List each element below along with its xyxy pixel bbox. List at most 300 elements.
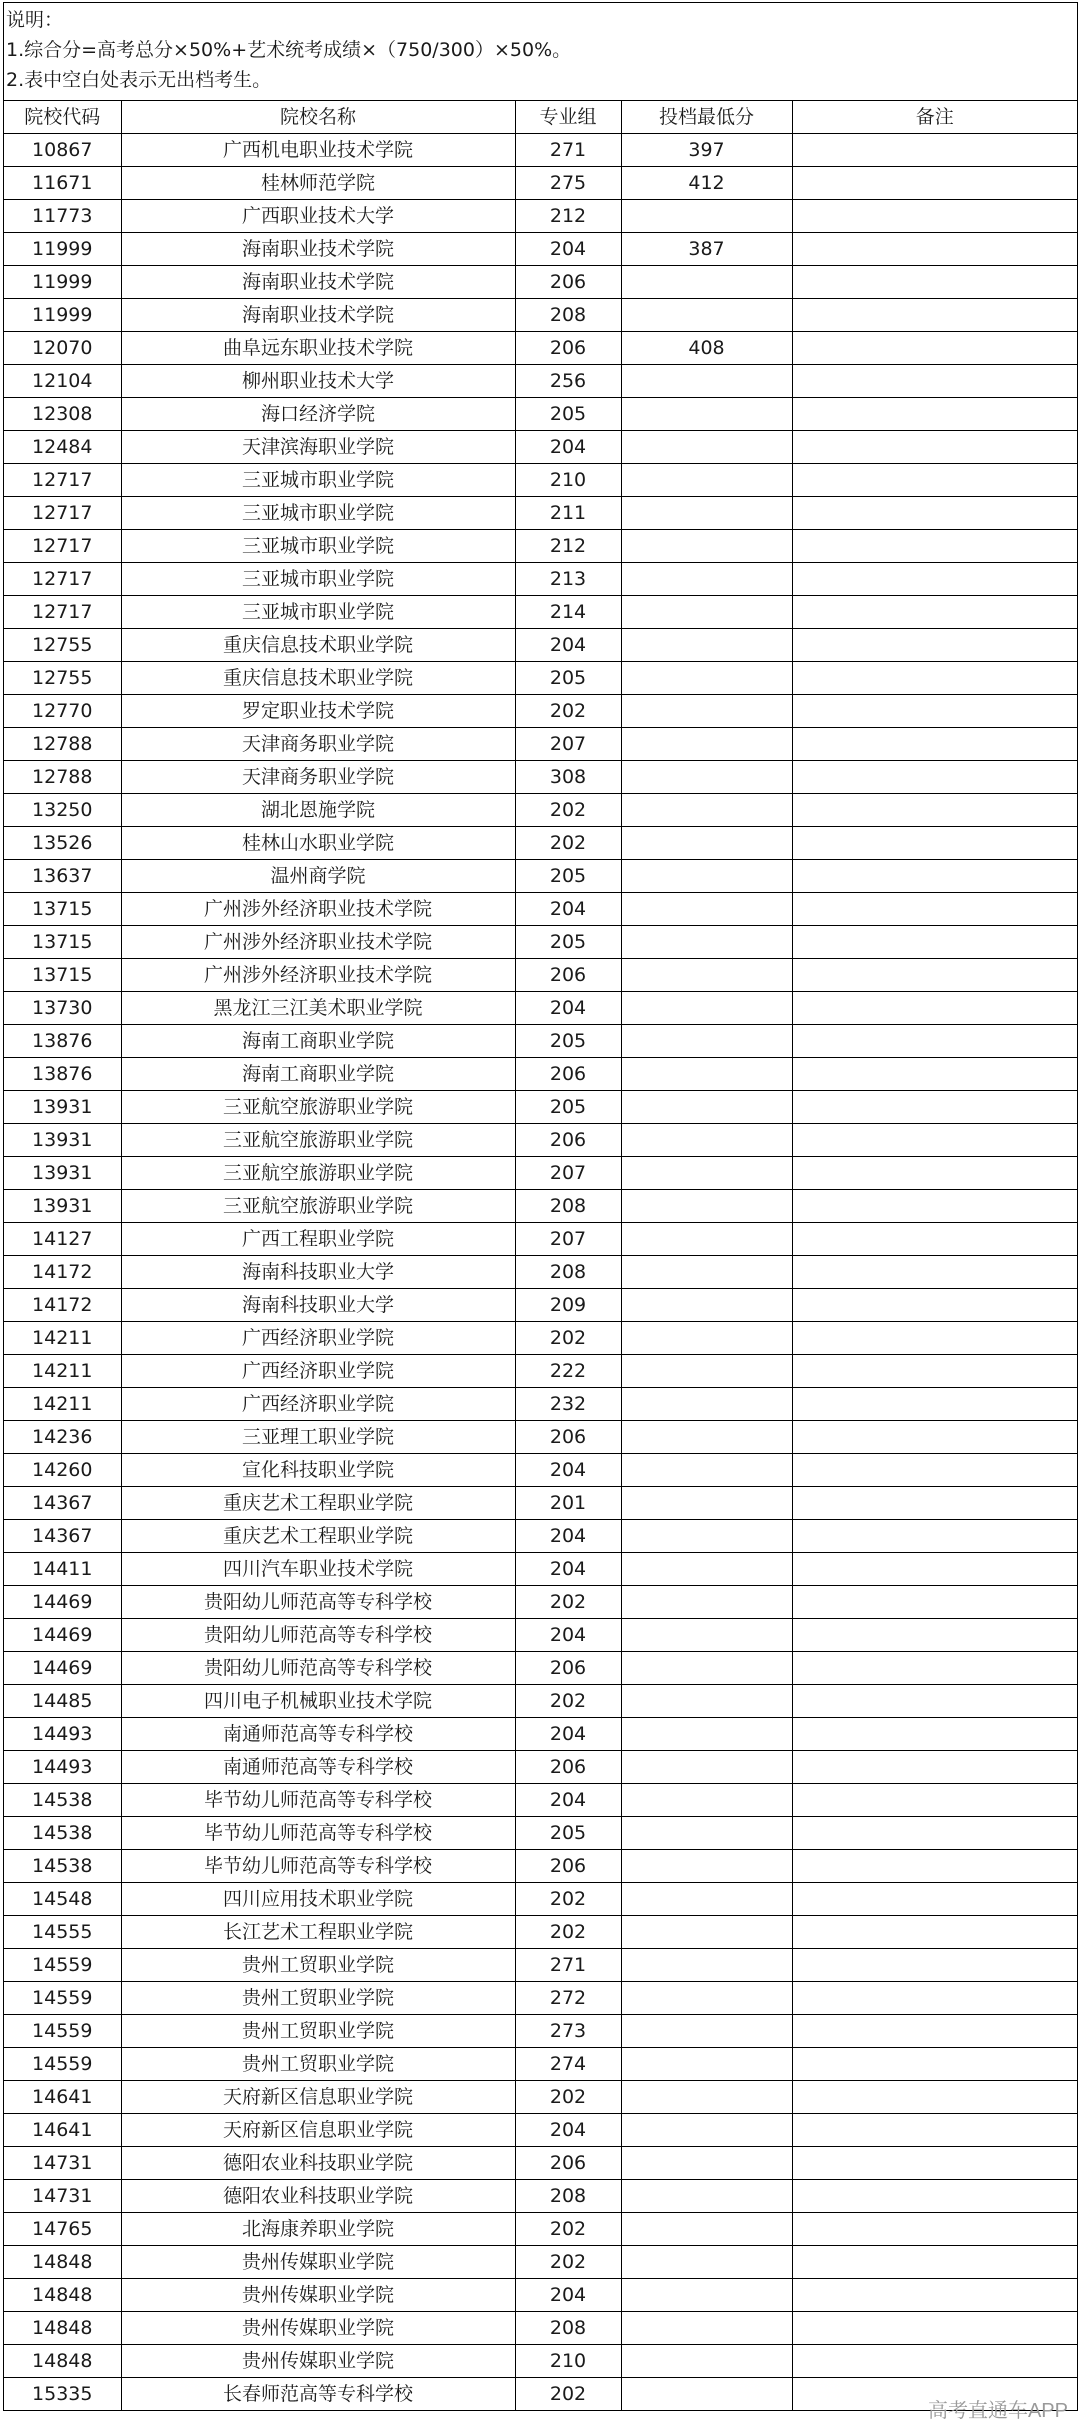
cell-major-group: 202	[515, 2213, 621, 2246]
cell-school-code: 14127	[4, 1223, 121, 1256]
table-row	[4, 1916, 1077, 1949]
table-row	[4, 1190, 1077, 1223]
cell-major-group: 212	[515, 530, 621, 563]
cell-school-name: 贵州传媒职业学院	[121, 2345, 515, 2378]
cell-school-name: 温州商学院	[121, 860, 515, 893]
cell-major-group: 205	[515, 860, 621, 893]
cell-school-code: 13730	[4, 992, 121, 1025]
cell-school-code: 13931	[4, 1124, 121, 1157]
cell-school-name: 天津商务职业学院	[121, 761, 515, 794]
table-row	[4, 1421, 1077, 1454]
cell-major-group: 308	[515, 761, 621, 794]
table-row	[4, 1784, 1077, 1817]
cell-min-score: 408	[621, 332, 792, 365]
cell-min-score	[621, 629, 792, 662]
cell-school-name: 广州涉外经济职业技术学院	[121, 959, 515, 992]
cell-school-code: 14367	[4, 1520, 121, 1553]
cell-major-group: 274	[515, 2048, 621, 2081]
cell-min-score	[621, 1982, 792, 2015]
cell-min-score	[621, 299, 792, 332]
table-row	[4, 431, 1077, 464]
cell-remarks	[792, 2345, 1077, 2378]
notes-heading: 说明：	[6, 9, 64, 31]
table-body	[4, 134, 1077, 2411]
table-row	[4, 1487, 1077, 1520]
cell-school-code: 14493	[4, 1718, 121, 1751]
cell-min-score	[621, 2015, 792, 2048]
cell-min-score	[621, 992, 792, 1025]
cell-min-score	[621, 266, 792, 299]
cell-major-group: 205	[515, 926, 621, 959]
cell-school-code: 12308	[4, 398, 121, 431]
table-row	[4, 464, 1077, 497]
cell-school-name: 德阳农业科技职业学院	[121, 2147, 515, 2180]
cell-major-group: 204	[515, 1718, 621, 1751]
cell-min-score	[621, 2048, 792, 2081]
table-row	[4, 497, 1077, 530]
cell-remarks	[792, 233, 1077, 266]
cell-school-name: 毕节幼儿师范高等专科学校	[121, 1784, 515, 1817]
cell-remarks	[792, 200, 1077, 233]
cell-min-score	[621, 563, 792, 596]
cell-school-code: 11773	[4, 200, 121, 233]
cell-school-code: 11999	[4, 266, 121, 299]
table-row	[4, 1553, 1077, 1586]
cell-major-group: 202	[515, 1883, 621, 1916]
cell-remarks	[792, 1322, 1077, 1355]
cell-remarks	[792, 728, 1077, 761]
cell-remarks	[792, 398, 1077, 431]
cell-remarks	[792, 1982, 1077, 2015]
cell-min-score	[621, 1190, 792, 1223]
cell-remarks	[792, 2015, 1077, 2048]
cell-school-name: 贵州传媒职业学院	[121, 2246, 515, 2279]
cell-school-name: 广西职业技术大学	[121, 200, 515, 233]
cell-remarks	[792, 1157, 1077, 1190]
cell-major-group: 208	[515, 2180, 621, 2213]
table-row	[4, 1751, 1077, 1784]
table-row	[4, 992, 1077, 1025]
cell-min-score	[621, 893, 792, 926]
cell-remarks	[792, 2081, 1077, 2114]
table-row	[4, 1949, 1077, 1982]
cell-min-score	[621, 1355, 792, 1388]
table-row	[4, 1652, 1077, 1685]
cell-school-name: 贵州传媒职业学院	[121, 2279, 515, 2312]
cell-school-name: 贵州传媒职业学院	[121, 2312, 515, 2345]
table-row	[4, 1256, 1077, 1289]
cell-remarks	[792, 1256, 1077, 1289]
cell-school-code: 14469	[4, 1586, 121, 1619]
cell-min-score	[621, 1487, 792, 1520]
admission-sheet	[3, 2, 1078, 2411]
table-row	[4, 1454, 1077, 1487]
table-row	[4, 1388, 1077, 1421]
cell-school-name: 重庆信息技术职业学院	[121, 662, 515, 695]
cell-major-group: 204	[515, 1553, 621, 1586]
cell-min-score	[621, 2345, 792, 2378]
cell-min-score: 412	[621, 167, 792, 200]
cell-major-group: 202	[515, 1916, 621, 1949]
cell-school-code: 14731	[4, 2180, 121, 2213]
cell-major-group: 275	[515, 167, 621, 200]
cell-major-group: 202	[515, 1322, 621, 1355]
header-school-code: 院校代码	[4, 101, 121, 134]
cell-school-name: 三亚城市职业学院	[121, 563, 515, 596]
cell-major-group: 202	[515, 794, 621, 827]
cell-remarks	[792, 1124, 1077, 1157]
cell-major-group: 272	[515, 1982, 621, 2015]
table-row	[4, 2312, 1077, 2345]
cell-school-name: 天府新区信息职业学院	[121, 2081, 515, 2114]
cell-remarks	[792, 1520, 1077, 1553]
cell-school-code: 12104	[4, 365, 121, 398]
table-row	[4, 629, 1077, 662]
cell-school-code: 14731	[4, 2147, 121, 2180]
cell-remarks	[792, 959, 1077, 992]
cell-school-name: 罗定职业技术学院	[121, 695, 515, 728]
table-row	[4, 332, 1077, 365]
table-row	[4, 2114, 1077, 2147]
cell-min-score	[621, 2378, 792, 2411]
cell-school-code: 13637	[4, 860, 121, 893]
cell-remarks	[792, 662, 1077, 695]
cell-remarks	[792, 2279, 1077, 2312]
cell-school-code: 14848	[4, 2246, 121, 2279]
cell-school-code: 12070	[4, 332, 121, 365]
cell-school-name: 湖北恩施学院	[121, 794, 515, 827]
cell-school-name: 广西经济职业学院	[121, 1388, 515, 1421]
cell-remarks	[792, 2048, 1077, 2081]
cell-school-name: 海南职业技术学院	[121, 299, 515, 332]
cell-major-group: 206	[515, 1652, 621, 1685]
cell-remarks	[792, 1586, 1077, 1619]
cell-remarks	[792, 266, 1077, 299]
cell-min-score	[621, 1784, 792, 1817]
table-row	[4, 233, 1077, 266]
cell-major-group: 271	[515, 134, 621, 167]
cell-remarks	[792, 629, 1077, 662]
cell-major-group: 202	[515, 1586, 621, 1619]
cell-remarks	[792, 992, 1077, 1025]
cell-min-score	[621, 2147, 792, 2180]
cell-major-group: 212	[515, 200, 621, 233]
cell-remarks	[792, 530, 1077, 563]
cell-min-score	[621, 2114, 792, 2147]
cell-major-group: 210	[515, 2345, 621, 2378]
admission-table	[4, 101, 1077, 2410]
cell-min-score	[621, 1883, 792, 1916]
cell-min-score	[621, 1454, 792, 1487]
cell-min-score	[621, 926, 792, 959]
cell-school-name: 曲阜远东职业技术学院	[121, 332, 515, 365]
cell-school-name: 三亚城市职业学院	[121, 596, 515, 629]
cell-min-score	[621, 2180, 792, 2213]
table-row	[4, 365, 1077, 398]
cell-school-code: 13876	[4, 1058, 121, 1091]
cell-major-group: 208	[515, 2312, 621, 2345]
cell-school-code: 12717	[4, 464, 121, 497]
note-formula: 1.综合分=高考总分×50%+艺术统考成绩×（750/300）×50%。	[6, 39, 572, 61]
cell-remarks	[792, 1289, 1077, 1322]
cell-min-score	[621, 1751, 792, 1784]
cell-remarks	[792, 1487, 1077, 1520]
cell-school-name: 三亚航空旅游职业学院	[121, 1190, 515, 1223]
cell-remarks	[792, 431, 1077, 464]
cell-remarks	[792, 563, 1077, 596]
cell-major-group: 204	[515, 2114, 621, 2147]
cell-remarks	[792, 1784, 1077, 1817]
cell-min-score	[621, 1817, 792, 1850]
table-row	[4, 2015, 1077, 2048]
cell-major-group: 206	[515, 1421, 621, 1454]
table-row	[4, 1355, 1077, 1388]
table-row	[4, 2345, 1077, 2378]
table-row	[4, 1850, 1077, 1883]
cell-school-name: 南通师范高等专科学校	[121, 1718, 515, 1751]
cell-min-score	[621, 794, 792, 827]
cell-major-group: 206	[515, 1058, 621, 1091]
cell-school-code: 14211	[4, 1322, 121, 1355]
cell-major-group: 206	[515, 959, 621, 992]
cell-school-code: 14211	[4, 1388, 121, 1421]
table-row	[4, 794, 1077, 827]
table-row	[4, 926, 1077, 959]
cell-remarks	[792, 1619, 1077, 1652]
table-row	[4, 728, 1077, 761]
cell-school-code: 12788	[4, 728, 121, 761]
table-row	[4, 1124, 1077, 1157]
cell-major-group: 204	[515, 1454, 621, 1487]
cell-school-name: 长江艺术工程职业学院	[121, 1916, 515, 1949]
cell-remarks	[792, 1949, 1077, 1982]
cell-school-code: 14367	[4, 1487, 121, 1520]
cell-remarks	[792, 2312, 1077, 2345]
cell-school-name: 桂林师范学院	[121, 167, 515, 200]
cell-remarks	[792, 1454, 1077, 1487]
table-row	[4, 1025, 1077, 1058]
watermark: 高考直通车APP	[927, 2400, 1068, 2422]
cell-major-group: 202	[515, 2378, 621, 2411]
cell-school-name: 海口经济学院	[121, 398, 515, 431]
cell-school-name: 广西工程职业学院	[121, 1223, 515, 1256]
cell-remarks	[792, 464, 1077, 497]
table-row	[4, 2378, 1077, 2411]
cell-major-group: 206	[515, 266, 621, 299]
cell-school-name: 天津滨海职业学院	[121, 431, 515, 464]
cell-major-group: 204	[515, 893, 621, 926]
table-row	[4, 134, 1077, 167]
cell-major-group: 273	[515, 2015, 621, 2048]
cell-school-name: 天府新区信息职业学院	[121, 2114, 515, 2147]
cell-school-code: 14559	[4, 1949, 121, 1982]
cell-school-code: 13931	[4, 1190, 121, 1223]
cell-min-score	[621, 1124, 792, 1157]
table-row	[4, 860, 1077, 893]
cell-school-name: 贵阳幼儿师范高等专科学校	[121, 1619, 515, 1652]
table-row	[4, 596, 1077, 629]
cell-remarks	[792, 1091, 1077, 1124]
cell-major-group: 213	[515, 563, 621, 596]
cell-remarks	[792, 497, 1077, 530]
cell-school-code: 14493	[4, 1751, 121, 1784]
table-row	[4, 1718, 1077, 1751]
cell-school-name: 三亚航空旅游职业学院	[121, 1124, 515, 1157]
cell-remarks	[792, 332, 1077, 365]
cell-min-score	[621, 1256, 792, 1289]
cell-school-code: 12484	[4, 431, 121, 464]
table-row	[4, 398, 1077, 431]
cell-major-group: 204	[515, 1520, 621, 1553]
table-row	[4, 2048, 1077, 2081]
cell-remarks	[792, 1388, 1077, 1421]
cell-school-code: 14848	[4, 2345, 121, 2378]
cell-min-score	[621, 1553, 792, 1586]
table-row	[4, 1817, 1077, 1850]
cell-remarks	[792, 794, 1077, 827]
cell-min-score	[621, 827, 792, 860]
cell-school-code: 14411	[4, 1553, 121, 1586]
table-row	[4, 2081, 1077, 2114]
cell-school-code: 14559	[4, 2048, 121, 2081]
cell-school-name: 宣化科技职业学院	[121, 1454, 515, 1487]
cell-school-code: 14641	[4, 2114, 121, 2147]
cell-school-name: 重庆信息技术职业学院	[121, 629, 515, 662]
cell-major-group: 232	[515, 1388, 621, 1421]
cell-school-name: 天津商务职业学院	[121, 728, 515, 761]
cell-min-score	[621, 1058, 792, 1091]
table-row	[4, 2213, 1077, 2246]
cell-school-name: 贵州工贸职业学院	[121, 2048, 515, 2081]
cell-school-code: 14548	[4, 1883, 121, 1916]
cell-major-group: 201	[515, 1487, 621, 1520]
cell-major-group: 205	[515, 662, 621, 695]
cell-min-score	[621, 695, 792, 728]
cell-school-name: 贵州工贸职业学院	[121, 1982, 515, 2015]
table-row	[4, 1520, 1077, 1553]
cell-major-group: 204	[515, 1784, 621, 1817]
cell-school-code: 12788	[4, 761, 121, 794]
table-row	[4, 266, 1077, 299]
cell-school-name: 三亚城市职业学院	[121, 530, 515, 563]
cell-min-score	[621, 200, 792, 233]
cell-school-name: 毕节幼儿师范高等专科学校	[121, 1817, 515, 1850]
table-row	[4, 827, 1077, 860]
cell-min-score	[621, 1223, 792, 1256]
cell-remarks	[792, 2246, 1077, 2279]
cell-major-group: 206	[515, 1124, 621, 1157]
cell-major-group: 204	[515, 233, 621, 266]
cell-school-code: 14555	[4, 1916, 121, 1949]
cell-school-name: 重庆艺术工程职业学院	[121, 1487, 515, 1520]
cell-min-score	[621, 497, 792, 530]
cell-school-code: 12717	[4, 563, 121, 596]
cell-major-group: 207	[515, 728, 621, 761]
cell-major-group: 222	[515, 1355, 621, 1388]
cell-school-code: 12755	[4, 629, 121, 662]
cell-school-name: 黑龙江三江美术职业学院	[121, 992, 515, 1025]
cell-min-score	[621, 728, 792, 761]
cell-remarks	[792, 1058, 1077, 1091]
notes-block	[4, 3, 1077, 101]
table-row	[4, 530, 1077, 563]
cell-major-group: 202	[515, 827, 621, 860]
table-row	[4, 1586, 1077, 1619]
cell-major-group: 207	[515, 1157, 621, 1190]
cell-major-group: 256	[515, 365, 621, 398]
cell-school-code: 13715	[4, 959, 121, 992]
cell-remarks	[792, 1652, 1077, 1685]
cell-remarks	[792, 1355, 1077, 1388]
cell-major-group: 204	[515, 992, 621, 1025]
cell-min-score	[621, 530, 792, 563]
cell-school-code: 14211	[4, 1355, 121, 1388]
cell-min-score	[621, 365, 792, 398]
table-row	[4, 167, 1077, 200]
table-row	[4, 1322, 1077, 1355]
cell-major-group: 271	[515, 1949, 621, 1982]
cell-min-score	[621, 959, 792, 992]
cell-school-code: 14765	[4, 2213, 121, 2246]
cell-remarks	[792, 1718, 1077, 1751]
header-school-name: 院校名称	[121, 101, 515, 134]
cell-school-name: 重庆艺术工程职业学院	[121, 1520, 515, 1553]
cell-major-group: 208	[515, 1190, 621, 1223]
cell-major-group: 204	[515, 629, 621, 662]
cell-school-code: 14172	[4, 1289, 121, 1322]
cell-school-name: 三亚航空旅游职业学院	[121, 1157, 515, 1190]
cell-remarks	[792, 827, 1077, 860]
cell-major-group: 205	[515, 398, 621, 431]
cell-school-code: 14641	[4, 2081, 121, 2114]
cell-remarks	[792, 1751, 1077, 1784]
cell-remarks	[792, 1190, 1077, 1223]
table-row	[4, 299, 1077, 332]
cell-major-group: 204	[515, 431, 621, 464]
cell-major-group: 214	[515, 596, 621, 629]
header-row	[4, 101, 1077, 134]
cell-remarks	[792, 596, 1077, 629]
cell-remarks	[792, 2147, 1077, 2180]
cell-major-group: 211	[515, 497, 621, 530]
table-row	[4, 1058, 1077, 1091]
cell-school-name: 四川应用技术职业学院	[121, 1883, 515, 1916]
cell-school-name: 三亚理工职业学院	[121, 1421, 515, 1454]
cell-remarks	[792, 134, 1077, 167]
cell-major-group: 202	[515, 695, 621, 728]
cell-major-group: 204	[515, 2279, 621, 2312]
cell-school-name: 广西经济职业学院	[121, 1355, 515, 1388]
cell-min-score	[621, 1421, 792, 1454]
cell-school-name: 贵阳幼儿师范高等专科学校	[121, 1586, 515, 1619]
cell-remarks	[792, 1850, 1077, 1883]
cell-school-code: 13526	[4, 827, 121, 860]
table-row	[4, 2279, 1077, 2312]
cell-major-group: 206	[515, 332, 621, 365]
cell-remarks	[792, 2114, 1077, 2147]
cell-school-code: 14485	[4, 1685, 121, 1718]
cell-remarks	[792, 893, 1077, 926]
cell-school-name: 四川电子机械职业技术学院	[121, 1685, 515, 1718]
table-row	[4, 1091, 1077, 1124]
cell-school-name: 北海康养职业学院	[121, 2213, 515, 2246]
cell-remarks	[792, 299, 1077, 332]
cell-school-name: 三亚城市职业学院	[121, 497, 515, 530]
cell-min-score	[621, 596, 792, 629]
cell-remarks	[792, 2213, 1077, 2246]
cell-min-score	[621, 1949, 792, 1982]
cell-school-code: 12717	[4, 497, 121, 530]
